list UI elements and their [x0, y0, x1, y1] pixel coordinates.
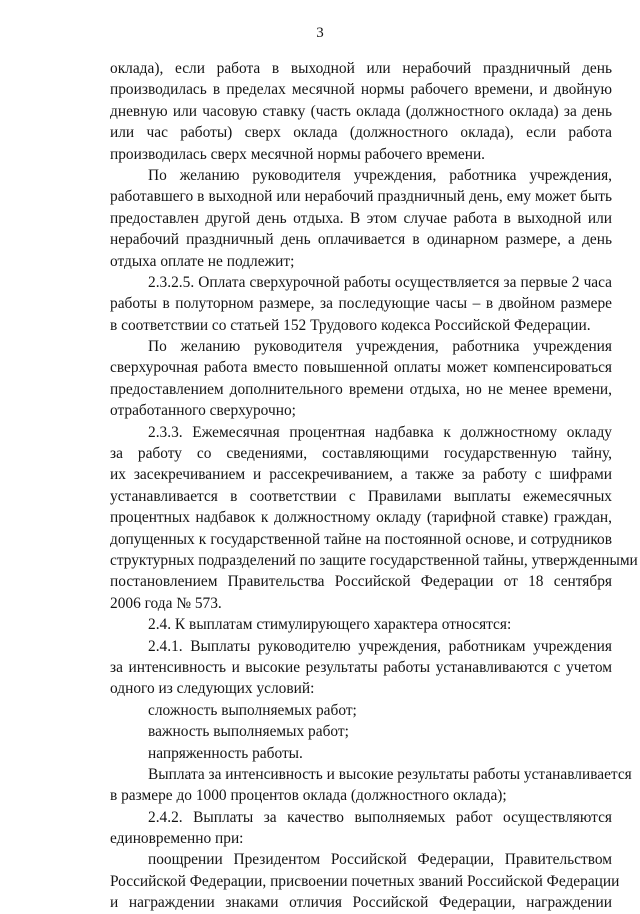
text-line: устанавливается в соответствии с Правилами выплаты ежемесячных [110, 487, 612, 505]
paragraph-2-4-1 [110, 636, 612, 700]
page-number: 3 [316, 25, 324, 41]
text-line: отработанного сверхурочно; [110, 402, 296, 420]
text-line: в соответствии со статьей 152 Трудового кодекса Российской Федерации. [110, 316, 591, 334]
text-line: 2.4. К выплатам стимулирующего характера относятся: [148, 616, 512, 634]
text-line: производилась в пределах месячной нормы рабочего времени, и двойную [110, 81, 612, 99]
text-line: постановлением Правительства Российской Федерации от 18 сентября [110, 573, 612, 591]
text-line: отдыха оплате не подлежит; [110, 252, 295, 270]
text-line: структурных подразделений по защите государственной тайны, утвержденными [110, 551, 638, 569]
text-line: сверхурочная работа вместо повышенной оплаты может компенсироваться [110, 359, 612, 377]
paragraph-day-off [110, 165, 612, 272]
text-line: поощрении Президентом Российской Федерации, Правительством [148, 851, 612, 869]
paragraph-overtime-compensation [110, 336, 612, 422]
text-line: предоставлен другой день отдыха. В этом случае работа в выходной или [110, 209, 612, 227]
text-line: работы в полуторном размере, за последующие часы – в двойном размере [110, 295, 612, 313]
text-line: в размере до 1000 процентов оклада (должностного оклада); [110, 787, 507, 805]
text-line: Российской Федерации, присвоении почетных званий Российской Федерации [110, 872, 620, 890]
conditions-list [110, 700, 612, 764]
text-line: нерабочий праздничный день оплачивается в одинарном размере, а день [110, 231, 612, 249]
text-line: 2.4.2. Выплаты за качество выполняемых работ осуществляются [148, 808, 612, 826]
list-item: напряженность работы. [148, 744, 303, 762]
list-item: сложность выполняемых работ; [148, 701, 357, 719]
paragraph-2-4 [110, 614, 612, 635]
text-line: 2.4.1. Выплаты руководителю учреждения, работникам учреждения [148, 637, 612, 655]
paragraph-encouragement [110, 849, 620, 913]
paragraph-intensity-payment [110, 764, 632, 807]
paragraph-holiday-pay-continuation [110, 58, 612, 165]
text-line: одного из следующих условий: [110, 680, 315, 698]
paragraph-2-3-3 [110, 422, 638, 615]
text-line: процентных надбавок к должностному окладу (тарифной ставке) граждан, [110, 509, 612, 527]
text-line: или час работы) сверх оклада (должностного оклада), если работа [110, 124, 612, 142]
text-line: оклада), если работа в выходной или нерабочий праздничный день [110, 60, 612, 77]
text-line: дневную или часовую ставку (часть оклада (должностного оклада) за день [110, 102, 612, 120]
text-line: 2.3.2.5. Оплата сверхурочной работы осуществляется за первые 2 часа [148, 273, 612, 291]
document-body [110, 58, 638, 914]
text-line: производилась сверх месячной нормы рабочего времени. [110, 145, 486, 163]
text-line: По желанию руководителя учреждения, работника учреждения, [148, 166, 612, 184]
text-line: за интенсивность и высокие результаты работы устанавливаются с учетом [110, 658, 612, 676]
text-line: 2.3.3. Ежемесячная процентная надбавка к должностному окладу [148, 423, 612, 441]
text-line: работавшего в выходной или нерабочий праздничный день, ему может быть [110, 188, 612, 206]
paragraph-2-3-2-5 [110, 272, 612, 336]
text-line: их засекречиванием и рассекречиванием, а также за работу с шифрами [110, 466, 612, 484]
list-item: важность выполняемых работ; [148, 723, 349, 741]
text-line: Выплата за интенсивность и высокие результаты работы устанавливается [148, 765, 632, 783]
text-line: 2006 года № 573. [110, 594, 222, 612]
text-line: По желанию руководителя учреждения, работника учреждения [148, 338, 612, 356]
text-line: единовременно при: [110, 830, 244, 848]
text-line: и награждении знаками отличия Российской Федерации, награждении [110, 894, 612, 912]
text-line: предоставлением дополнительного времени отдыха, но не менее времени, [110, 380, 612, 398]
text-line: за работу со сведениями, составляющими государственную тайну, [110, 445, 612, 463]
text-line: допущенных к государственной тайне на постоянной основе, и сотрудников [110, 530, 612, 548]
paragraph-2-4-2 [110, 807, 612, 850]
